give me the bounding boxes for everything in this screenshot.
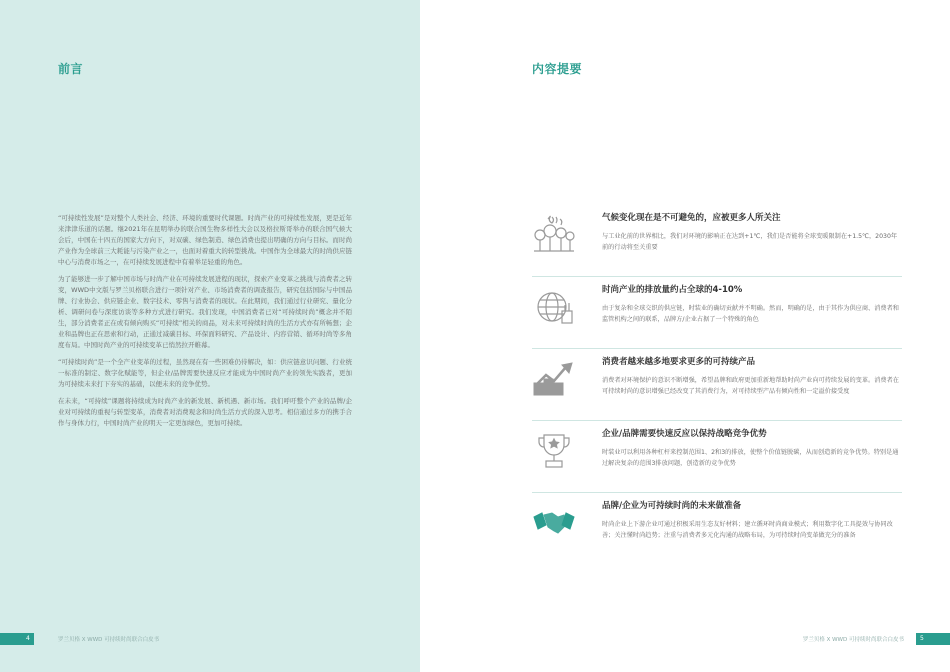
summary-item-desc: 由于复杂和全球交织的供应链，时装业的确切贡献并不明确。然而，明确的是，由于其作为供应商、消费者和监管机构之间的联系，品牌方/企业占据了一个特殊的角色 bbox=[602, 305, 899, 323]
summary-item-title: 企业/品牌需要快速反应以保持战略竞争优势 bbox=[602, 429, 767, 439]
summary-item-title: 品牌/企业为可持续时尚的未来做准备 bbox=[602, 501, 742, 511]
climate-forest-icon bbox=[532, 213, 602, 276]
preface-paragraph-2: 为了能够进一步了解中国市场与时尚产业在可持续发展进程的现状，探索产业变革之挑战与消费者之转变，WWD中文版与罗兰贝格联合进行一项针对产业、市场消费者的调查报告，研究包括国际与中国品牌、行业协会、供应链企业、数字技术、零售与消费者的现状。在此期间，我们通过行业研究、量化分析、调研问卷与深度访谈等多种方式进行研究。我们发现，中国消费者已对“可持续时尚”概念并不陌生，部分消费者正在或有倾向购买“可持续”相关的商品，对未来可持续时尚的生活方式亦有所畅想；企业和品牌也正在思索和行动，正通过减碳目标、环保面料研究、产品设计、内容营销、循环时尚等多角度布局。中国时尚产业的可持续变革已悄然拉开帷幕。 bbox=[58, 275, 352, 349]
summary-item-desc: 时尚企业上下游企业可通过积极采用生态友好材料；建立循环时尚商业模式；利用数字化工具提效与协同改善；关注懂时尚趋势；注重与消费者多元化沟通的战略布局，为可持续时尚变革做充分的准备 bbox=[602, 521, 893, 539]
summary-item bbox=[532, 277, 902, 349]
footer-text-right: 罗兰贝格 X WWD 可持续时尚联合白皮书 bbox=[802, 637, 904, 643]
left-page bbox=[0, 0, 420, 672]
page-number-left: 4 bbox=[0, 633, 34, 645]
growth-products-icon bbox=[532, 357, 602, 420]
summary-heading: 内容提要 bbox=[532, 62, 583, 76]
summary-item-title: 消费者越来越多地要求更多的可持续产品 bbox=[602, 357, 756, 367]
summary-list bbox=[532, 205, 902, 565]
preface-paragraph-3: “可持续时尚”是一个全产业变革的过程，虽然现在有一些困难仍待解决，如：供应链意识问题、行业统一标准的制定、数字化赋能等，但企业/品牌需要快速反应才能成为中国时尚产业的领先实践者，更加为可持续未来打下夯实的基础，以便未来的竞争优势。 bbox=[58, 358, 352, 388]
summary-item-title: 时尚产业的排放量约占全球的4-10% bbox=[602, 285, 743, 295]
summary-item bbox=[532, 493, 902, 565]
preface-heading: 前言 bbox=[58, 62, 84, 76]
summary-item-title: 气候变化现在是不可避免的，应被更多人所关注 bbox=[602, 213, 781, 223]
summary-item bbox=[532, 349, 902, 421]
right-page bbox=[420, 0, 950, 672]
footer-left bbox=[0, 633, 420, 649]
trophy-icon bbox=[532, 429, 602, 492]
summary-item bbox=[532, 205, 902, 277]
preface-paragraph-1: “可持续性发展”是对整个人类社会、经济、环境的重要时代课题。时尚产业的可持续性发展，更是近年来津津乐道的话题。继2021年在昆明举办的联合国生物多样性大会以及格拉斯哥举办的联合国气候大会后，中国在十四五的国家大方向下，对双碳、绿色制造、绿色消费也提出明确的方向与目标。而时尚产业作为全球前三大耗能与污染产业之一，也面对着重大的转型挑战。中国作为全球最大的时尚供应链中心与消费市场之一，在可持续发展进程中有着举足轻重的角色。 bbox=[58, 214, 352, 266]
footer-right bbox=[420, 633, 950, 649]
globe-factory-icon bbox=[532, 285, 602, 348]
summary-item-desc: 时装业可以利用各种杠杆来控制范围1、2和3的排放，使整个价值链脱碳，从而创造新的竞争优势。特别是通过解决复杂的范围3排放问题，创造新的竞争优势 bbox=[602, 449, 899, 467]
footer-text-left: 罗兰贝格 X WWD 可持续时尚联合白皮书 bbox=[58, 637, 160, 643]
summary-item-desc: 消费者对环境保护的意识不断增强，希望品牌和政府更加重新地帮助时尚产业向可持续发展的变革。消费者在可持续时尚的意识增强已经改变了其消费行为，对可持续型产品有倾向性和一定溢价接受度 bbox=[602, 377, 899, 395]
summary-item-desc: 与工业化前的世界相比，我们对环境的影响正在达到+1℃，我们是否能将全球变暖限制在+1.5℃，2030年前的行动将至关重要 bbox=[602, 233, 898, 251]
preface-paragraph-4: 在未来，“可持续”课题将持续成为时尚产业的新发展、新机遇、新市场。我们呼吁整个产业的品牌/企业对可持续的重视与转型变革，消费者对消费观念和时尚生活方式的深入思考。相信通过多方的携手合作与身体力行，中国时尚产业的明天一定更加绿色，更加可持续。 bbox=[58, 397, 352, 427]
preface-body bbox=[58, 213, 352, 435]
handshake-icon bbox=[532, 501, 602, 565]
page-number-right: 5 bbox=[916, 633, 950, 645]
summary-item bbox=[532, 421, 902, 493]
